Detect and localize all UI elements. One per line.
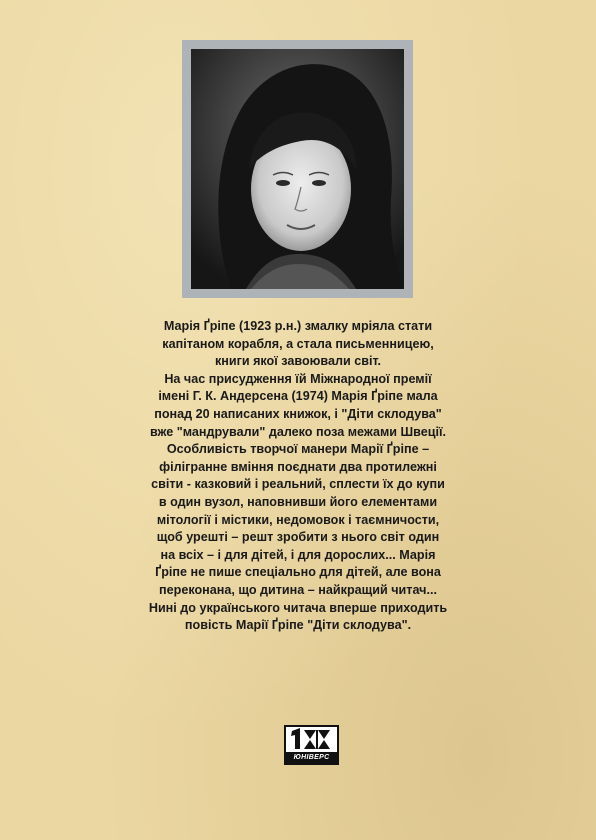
description-line: філігранне вміння поєднати два протилежні <box>159 459 437 474</box>
description-line: на всіх – і для дітей, і для дорослих... Марія <box>160 547 436 562</box>
description-line: Особливість творчої манери Марії Ґріпе – <box>166 442 430 457</box>
description-line: повість Марії Ґріпе "Діти склодува". <box>184 618 412 633</box>
author-description <box>120 318 476 635</box>
description-line: в один вузол, наповнивши його елементами <box>158 494 438 509</box>
description-line: щоб урешті – решт зробити з нього світ один <box>156 530 440 545</box>
author-photo-frame <box>182 40 413 298</box>
description-line: імені Г. К. Андерсена (1974) Марія Ґріпе мала <box>158 389 438 404</box>
author-portrait-image <box>191 49 404 289</box>
description-line: переконана, що дитина – найкращий читач... <box>159 582 437 597</box>
description-line: Нині до українського читача вперше приходить <box>148 600 448 615</box>
description-line: книги якої завоювали світ. <box>214 354 382 369</box>
author-photo <box>191 49 404 289</box>
description-line: Марія Ґріпе (1923 р.н.) змалку мріяла стати <box>163 319 433 333</box>
description-line: капітаном корабля, а стала письменницею, <box>162 336 434 351</box>
description-line: Ґріпе не пише спеціально для дітей, але вона <box>155 565 441 580</box>
description-line: світи - казковий і реальний, сплести їх до купи <box>151 477 445 492</box>
publisher-logo <box>284 725 339 765</box>
description-line: понад 20 написаних книжок, і "Діти склодува" <box>154 406 442 421</box>
description-line: вже "мандрували" далеко поза межами Швеції. <box>149 424 447 439</box>
publisher-name: ЮНІВЕРС <box>286 752 337 763</box>
publisher-emblem-icon <box>286 727 337 752</box>
description-line: мітології і містики, недомовок і таємничости, <box>156 512 440 527</box>
description-line: На час присудження їй Міжнародної премії <box>164 371 432 386</box>
